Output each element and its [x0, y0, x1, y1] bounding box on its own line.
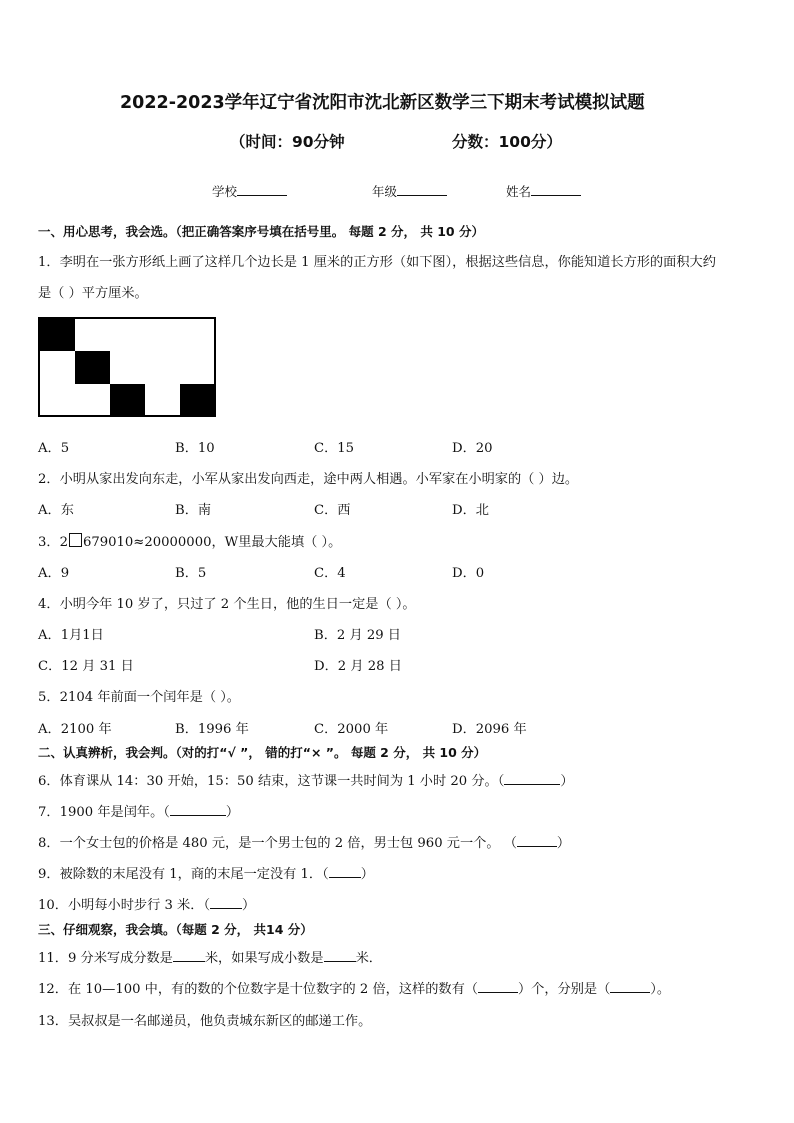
school-blank[interactable]: [237, 183, 287, 196]
grade-field: [372, 182, 447, 200]
close-paren: ）: [225, 805, 240, 820]
question-11-part-c: 米．: [355, 951, 382, 966]
q1-option-a[interactable]: A．5: [38, 441, 70, 456]
q2-option-a[interactable]: A．东: [38, 503, 74, 518]
question-7: [38, 801, 239, 820]
answer-blank[interactable]: [504, 772, 560, 785]
question-9: [38, 863, 374, 882]
q2-option-c[interactable]: C．西: [314, 503, 351, 518]
squares-figure: [38, 317, 216, 417]
q3-option-b[interactable]: B．5: [175, 566, 207, 581]
answer-blank[interactable]: [324, 949, 356, 962]
close-paren: ）: [560, 774, 574, 789]
question-11-part-a: 11．9 分米写成分数是: [38, 951, 173, 966]
q5-option-a[interactable]: A．2100 年: [38, 722, 112, 737]
answer-blank[interactable]: [329, 865, 361, 878]
question-5: 5．2104 年前面一个闰年是（ ）。: [38, 690, 240, 705]
q1-option-c[interactable]: C．15: [314, 441, 355, 456]
answer-blank[interactable]: [210, 896, 242, 909]
square-3: [110, 384, 145, 416]
square-2: [75, 351, 110, 384]
q4-option-d[interactable]: D．2 月 28 日: [314, 659, 402, 674]
question-12-part-a: 12．在 10—100 中，有的数的个位数字是十位数字的 2 倍，这样的数有（: [38, 982, 478, 997]
question-6: [38, 770, 574, 789]
q2-option-d[interactable]: D．北: [452, 503, 489, 518]
close-paren: ）: [242, 898, 256, 913]
square-1: [39, 318, 75, 351]
question-3-suffix: 679010≈20000000，W里最大能填（ ）。: [82, 535, 342, 550]
question-2: 2．小明从家出发向东走，小军从家出发向西走，途中两人相遇。小军家在小明家的（ ）边。: [38, 472, 579, 487]
q4-option-c[interactable]: C．12 月 31 日: [38, 659, 134, 674]
q2-option-b[interactable]: B．南: [175, 503, 212, 518]
close-paren: ）: [556, 836, 571, 851]
question-10: [38, 894, 255, 913]
q3-option-d[interactable]: D．0: [452, 566, 485, 581]
question-8-text: 8．一个女士包的价格是 480 元，是一个男士包的 2 倍，男士包 960 元一个。 （: [38, 836, 517, 851]
question-8: [38, 832, 570, 851]
section-2-title: 二、认真辨析，我会判。（对的打“√ ”， 错的打“× ”。 每题 2 分， 共 10 分）: [38, 745, 487, 760]
question-6-text: 6．体育课从 14：30 开始，15：50 结束，这节课一共时间为 1 小时 20 分。（: [38, 774, 505, 789]
q5-option-b[interactable]: B．1996 年: [175, 722, 249, 737]
q3-option-a[interactable]: A．9: [38, 566, 70, 581]
exam-time: （时间：90分钟: [230, 133, 345, 151]
name-label: 姓名: [506, 184, 532, 199]
q4-option-b[interactable]: B．2 月 29 日: [314, 628, 401, 643]
section-3-title: 三、仔细观察，我会填。（每题 2 分， 共14 分）: [38, 922, 313, 937]
question-12-part-c: ）。: [650, 982, 671, 997]
q3-option-c[interactable]: C．4: [314, 566, 346, 581]
close-paren: ）: [360, 867, 374, 882]
answer-blank[interactable]: [478, 980, 518, 993]
name-field: [506, 182, 581, 200]
q4-option-a[interactable]: A．1月1日: [38, 628, 104, 643]
grade-blank[interactable]: [397, 183, 447, 196]
q5-option-c[interactable]: C．2000 年: [314, 722, 389, 737]
answer-blank[interactable]: [517, 834, 557, 847]
question-10-text: 10．小明每小时步行 3 米．（: [38, 898, 211, 913]
answer-blank[interactable]: [173, 949, 205, 962]
section-1-title: 一、用心思考，我会选。（把正确答案序号填在括号里。 每题 2 分， 共 10 分）: [38, 224, 484, 239]
answer-blank[interactable]: [170, 803, 226, 816]
answer-blank[interactable]: [610, 980, 650, 993]
answer-box-icon: [69, 533, 82, 547]
grade-label: 年级: [372, 184, 398, 199]
question-1-line-2: 是（ ）平方厘米。: [38, 286, 148, 301]
question-9-text: 9．被除数的末尾没有 1，商的末尾一定没有 1．（: [38, 867, 329, 882]
q5-option-d[interactable]: D．2096 年: [452, 722, 527, 737]
question-7-text: 7．1900 年是闰年。（: [38, 805, 170, 820]
school-field: [212, 182, 287, 200]
question-1-line-1: 1．李明在一张方形纸上画了这样几个边长是 1 厘米的正方形（如下图），根据这些信息，你能知道长方形的面积大约: [38, 255, 716, 270]
question-12-part-b: ）个，分别是（: [517, 982, 611, 997]
page-title: 2022-2023学年辽宁省沈阳市沈北新区数学三下期末考试模拟试题: [120, 93, 645, 113]
exam-score: 分数：100分）: [452, 133, 562, 151]
question-3-prefix: 3．2: [38, 535, 68, 550]
name-blank[interactable]: [531, 183, 581, 196]
q1-option-b[interactable]: B．10: [175, 441, 215, 456]
question-13: 13．吴叔叔是一名邮递员，他负责城东新区的邮递工作。: [38, 1014, 372, 1029]
question-11-part-b: 米，如果写成小数是: [204, 951, 324, 966]
question-12: [38, 978, 670, 997]
question-11: [38, 947, 382, 966]
question-4: 4．小明今年 10 岁了，只过了 2 个生日，他的生日一定是（ ）。: [38, 597, 416, 612]
school-label: 学校: [212, 184, 238, 199]
square-4: [180, 384, 215, 416]
q1-option-d[interactable]: D．20: [452, 441, 493, 456]
question-3: [38, 531, 341, 550]
